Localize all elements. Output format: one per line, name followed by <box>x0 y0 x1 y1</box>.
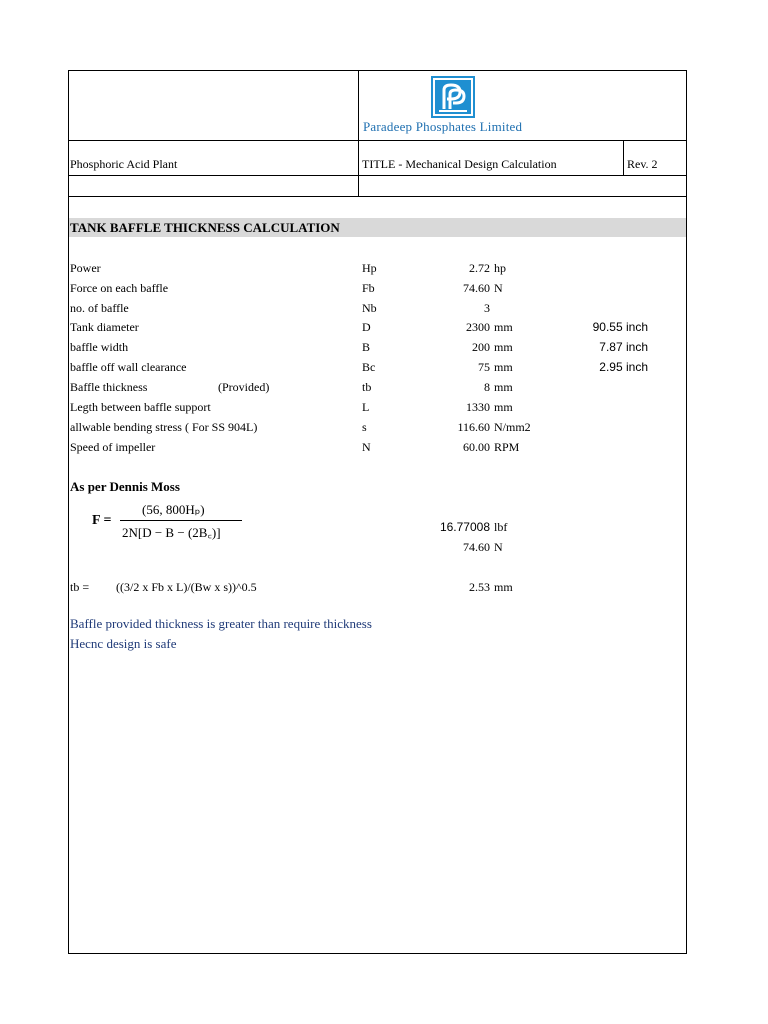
force-formula <box>90 500 250 546</box>
param-unit: mm <box>494 360 513 374</box>
param-label: Force on each baffle <box>70 281 169 295</box>
header-line-2 <box>68 175 687 176</box>
header-line-1 <box>68 140 687 141</box>
param-label: baffle off wall clearance <box>70 360 187 374</box>
param-alt-value: 2.95 inch <box>599 360 648 374</box>
param-value: 200 <box>472 340 490 354</box>
param-label-extra: (Provided) <box>218 380 270 394</box>
param-alt-value: 7.87 inch <box>599 340 648 354</box>
force-result-n-unit: N <box>494 540 503 554</box>
param-value: 1330 <box>466 400 490 414</box>
param-value: 3 <box>484 301 490 315</box>
param-alt-value: 90.55 inch <box>592 320 648 334</box>
header-line-3 <box>68 196 687 197</box>
param-value: 2.72 <box>469 261 490 275</box>
rev-divider-vertical <box>623 140 624 175</box>
conclusion-line-2: Hecnc design is safe <box>70 636 177 651</box>
thickness-expression: ((3/2 x Fb x L)/(Bw x s))^0.5 <box>116 580 257 594</box>
method-heading: As per Dennis Moss <box>70 479 180 494</box>
formula-lhs: F = <box>92 513 112 528</box>
param-symbol: L <box>362 400 370 414</box>
conclusion-line-1: Baffle provided thickness is greater than require thickness <box>70 616 372 631</box>
param-symbol: B <box>362 340 371 354</box>
param-symbol: Hp <box>362 261 377 275</box>
force-result-lbf-unit: lbf <box>494 520 508 534</box>
param-value: 60.00 <box>463 440 490 454</box>
param-label: no. of baffle <box>70 301 129 315</box>
param-symbol: D <box>362 320 371 334</box>
param-symbol: N <box>362 440 371 454</box>
param-value: 74.60 <box>463 281 490 295</box>
param-symbol: s <box>362 420 367 434</box>
param-symbol: Bc <box>362 360 376 374</box>
param-value: 8 <box>484 380 490 394</box>
param-unit: RPM <box>494 440 520 454</box>
param-unit: mm <box>494 400 513 414</box>
force-result-n: 74.60 <box>463 540 490 554</box>
thickness-label: tb = <box>70 580 90 594</box>
param-symbol: Nb <box>362 301 377 315</box>
param-unit: mm <box>494 340 513 354</box>
param-value: 116.60 <box>457 420 490 434</box>
param-label: allwable bending stress ( For SS 904L) <box>70 420 258 434</box>
param-symbol: Fb <box>362 281 375 295</box>
formula-numerator: (56, 800Hₚ) <box>142 502 205 517</box>
param-label: Power <box>70 261 101 275</box>
param-unit: N <box>494 281 503 295</box>
header-divider-vertical <box>358 70 359 196</box>
param-label: Tank diameter <box>70 320 139 334</box>
thickness-unit: mm <box>494 580 513 594</box>
param-label: baffle width <box>70 340 129 354</box>
param-unit: N/mm2 <box>494 420 531 434</box>
param-unit: hp <box>494 261 506 275</box>
section-title: TANK BAFFLE THICKNESS CALCULATION <box>70 220 340 235</box>
force-result-lbf: 16.77008 <box>439 520 490 534</box>
revision: Rev. 2 <box>627 157 658 171</box>
thickness-value: 2.53 <box>469 580 490 594</box>
param-symbol: tb <box>362 380 372 394</box>
company-logo-icon <box>431 76 475 118</box>
document-title: TITLE - Mechanical Design Calculation <box>362 157 557 171</box>
param-value: 75 <box>478 360 490 374</box>
param-unit: mm <box>494 380 513 394</box>
plant-name: Phosphoric Acid Plant <box>70 157 178 171</box>
formula-fraction-bar <box>120 520 242 521</box>
param-label: Baffle thickness <box>70 380 148 394</box>
param-value: 2300 <box>466 320 490 334</box>
param-label: Speed of impeller <box>70 440 156 454</box>
param-unit: mm <box>494 320 513 334</box>
param-label: Legth between baffle support <box>70 400 211 414</box>
formula-denominator: 2N[D − B − (2B꜀)] <box>122 525 221 540</box>
company-name: Paradeep Phosphates Limited <box>363 119 523 134</box>
